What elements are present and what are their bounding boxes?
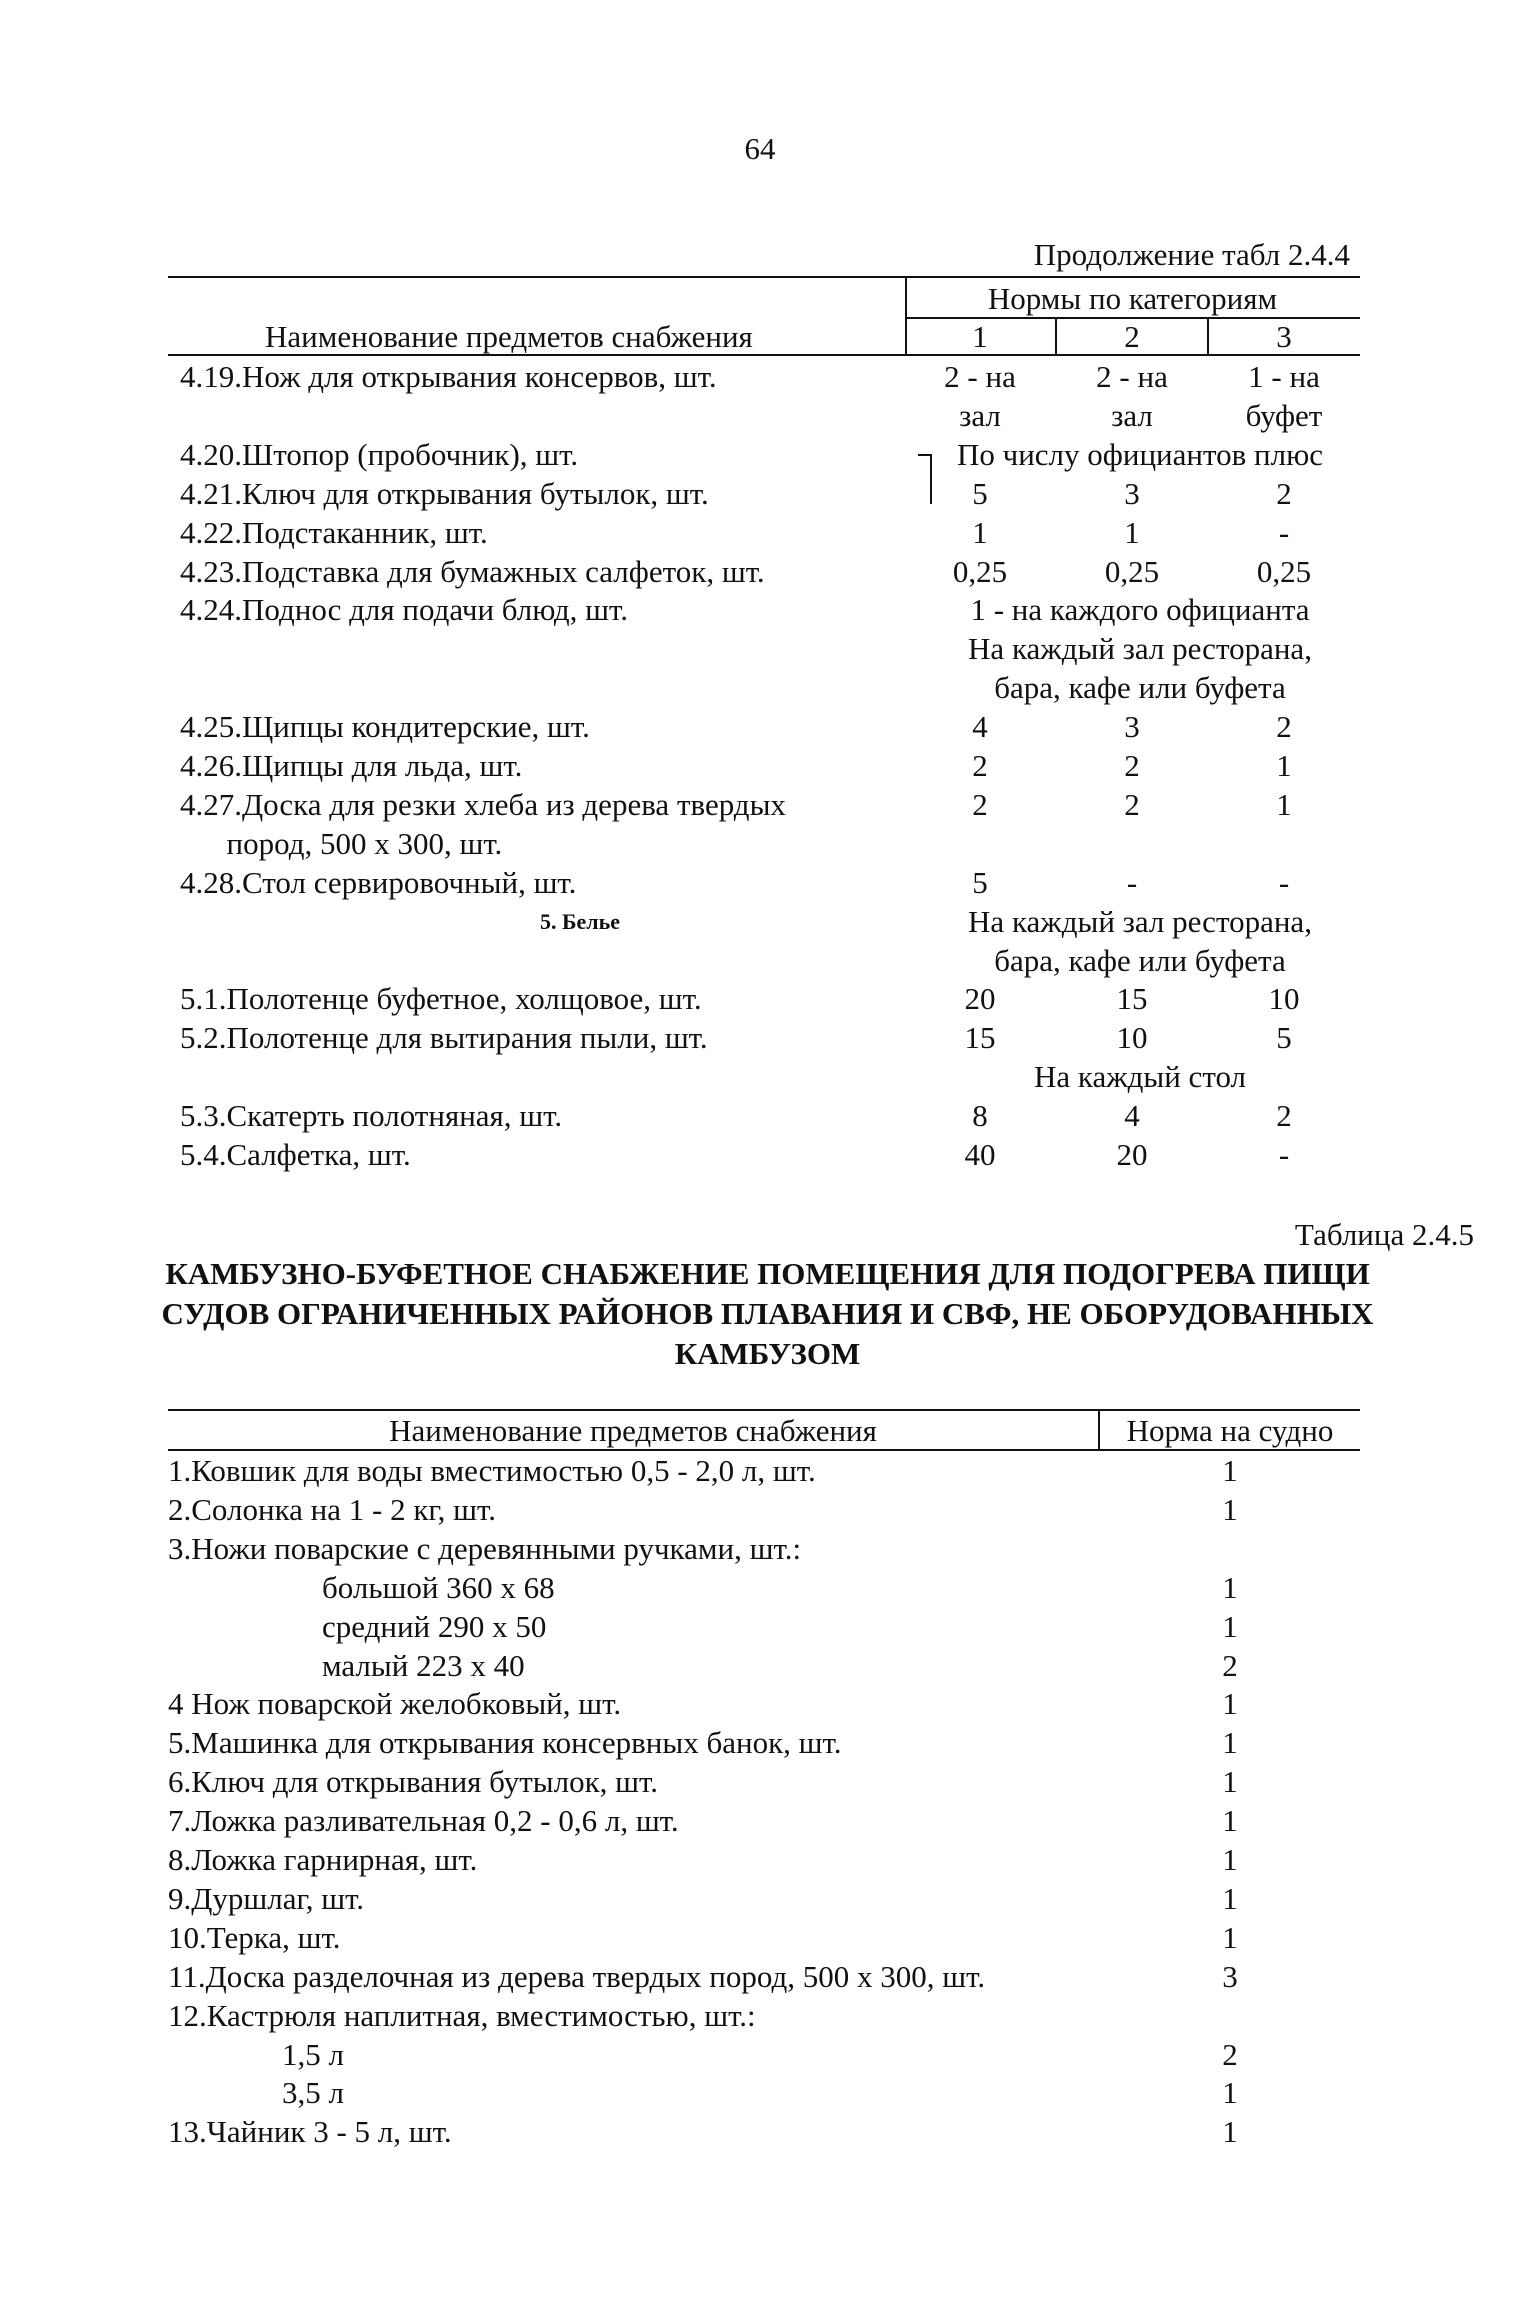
table1-cell-cat1: 5 bbox=[972, 864, 988, 900]
table2-row-label: 13.Чайник 3 - 5 л, шт. bbox=[168, 2114, 452, 2150]
table1-row-label: 4.25.Щипцы кондитерские, шт. bbox=[180, 709, 590, 745]
table1-cell-cat1: 20 bbox=[964, 981, 996, 1017]
cat-2: 2 bbox=[1124, 319, 1140, 354]
page-number: 64 bbox=[744, 131, 776, 166]
table1-cell-cat2: 3 bbox=[1124, 475, 1140, 511]
table1-cell-cat3: 5 bbox=[1276, 1020, 1292, 1056]
table1-row-label: 5.4.Салфетка, шт. bbox=[180, 1137, 411, 1172]
table1-cell-cat2: 2 bbox=[1124, 748, 1140, 783]
table1-row-label: 4.20.Штопор (пробочник), шт. bbox=[180, 436, 579, 472]
table1-cell-cat1: 2 - на bbox=[944, 359, 1016, 394]
table2-row-norm: 2 bbox=[1222, 1647, 1238, 1683]
table1-cell-cat3: 10 bbox=[1268, 981, 1300, 1017]
table1-row-label: 4.28.Стол сервировочный, шт. bbox=[180, 864, 577, 900]
table2-row-label: 1.Ковшик для воды вместимостью 0,5 - 2,0 л, шт. bbox=[168, 1453, 816, 1488]
table2-row-label: 3.Ножи поварские с деревянными ручками, шт.: bbox=[168, 1530, 802, 1566]
table1-span-note: бара, кафе или буфета bbox=[994, 942, 1286, 978]
table2-row-label: 11.Доска разделочная из дерева твердых пород, 500 х 300, шт. bbox=[168, 1958, 986, 1994]
table2-row-label: 7.Ложка разливательная 0,2 - 0,6 л, шт. bbox=[168, 1803, 679, 1839]
section-heading: 5. Белье bbox=[539, 908, 621, 934]
table1-row-label: 4.26.Щипцы для льда, шт. bbox=[180, 748, 523, 783]
table2-row-norm: 1 bbox=[1222, 1608, 1238, 1644]
table1-cell-cat2: 10 bbox=[1116, 1020, 1148, 1056]
table2-col-norm: Норма на судно bbox=[1126, 1413, 1334, 1448]
table2-row-label: 5.Машинка для открывания консервных банок, шт. bbox=[168, 1725, 842, 1761]
table1-cell-cat2: - bbox=[1126, 864, 1138, 900]
table2-row-norm: 1 bbox=[1222, 1919, 1238, 1955]
table1-cell-cat2: зал bbox=[1111, 397, 1153, 433]
table1-cell-cat2: 0,25 bbox=[1104, 553, 1160, 589]
table1-cell-cat1: 1 bbox=[972, 514, 988, 550]
table1-cell-cat3: 1 bbox=[1276, 786, 1292, 822]
table2-row-label: большой 360 х 68 bbox=[322, 1569, 555, 1605]
table1-row-label: 4.24.Поднос для подачи блюд, шт. bbox=[180, 592, 628, 628]
table2-row-norm: 1 bbox=[1222, 1453, 1238, 1488]
table1-row-label: 4.19.Нож для открывания консервов, шт. bbox=[180, 359, 717, 394]
table1-cell-cat3: - bbox=[1278, 864, 1290, 900]
table1-col-name: Наименование предметов снабжения bbox=[265, 319, 753, 354]
table2-row-norm: 1 bbox=[1222, 2114, 1238, 2150]
table1-cell-cat3: 0,25 bbox=[1256, 553, 1312, 589]
table2-row-norm: 3 bbox=[1222, 1958, 1238, 1994]
table2-row-label: 4 Нож поварской желобковый, шт. bbox=[168, 1686, 622, 1722]
table2-row-label: средний 290 х 50 bbox=[322, 1608, 547, 1644]
table2-row-label: 12.Кастрюля наплитная, вместимостью, шт.: bbox=[168, 1997, 756, 2033]
table1-cell-cat2: 2 - на bbox=[1096, 359, 1168, 394]
table2-row-label: 9.Дуршлаг, шт. bbox=[168, 1880, 365, 1916]
table1-cell-cat2: 15 bbox=[1116, 981, 1148, 1017]
table2-row-norm: 1 bbox=[1222, 2075, 1238, 2111]
table1-span-note: На каждый зал ресторана, bbox=[968, 903, 1312, 939]
table2-row-norm: 1 bbox=[1222, 1842, 1238, 1877]
table1-row-label: 4.27.Доска для резки хлеба из дерева твердых bbox=[180, 786, 786, 822]
table2-row-norm: 1 bbox=[1222, 1491, 1238, 1527]
table2-row-norm: 1 bbox=[1222, 1880, 1238, 1916]
table2-row-norm: 1 bbox=[1222, 1803, 1238, 1839]
table2-row-norm: 1 bbox=[1222, 1686, 1238, 1722]
table-continuation-label: Продолжение табл 2.4.4 bbox=[1033, 237, 1350, 272]
table2-row-label: 6.Ключ для открывания бутылок, шт. bbox=[168, 1764, 659, 1800]
table2-row-norm: 1 bbox=[1222, 1725, 1238, 1761]
table2-header-rule bbox=[168, 1449, 1360, 1451]
bracket-mark bbox=[918, 454, 932, 504]
table1-span-note: 1 - на каждого официанта bbox=[970, 592, 1310, 628]
table2-row-label: 2.Солонка на 1 - 2 кг, шт. bbox=[168, 1491, 496, 1527]
table1-row-label: 5.3.Скатерть полотняная, шт. bbox=[180, 1098, 563, 1134]
table2-row-norm: 1 bbox=[1222, 1569, 1238, 1605]
table1-header-rule bbox=[168, 354, 1360, 356]
table2-row-norm: 1 bbox=[1222, 1764, 1238, 1800]
table1-cell-cat1: 0,25 bbox=[952, 553, 1008, 589]
table1-cell-cat1: 15 bbox=[964, 1020, 996, 1056]
table2-row-label: 10.Терка, шт. bbox=[168, 1919, 341, 1955]
table1-top-rule bbox=[168, 276, 1360, 278]
table1-cell-cat3: - bbox=[1278, 1137, 1290, 1172]
table1-cell-cat1: 8 bbox=[972, 1098, 988, 1134]
table2-row-norm: 2 bbox=[1222, 2036, 1238, 2072]
table1-cell-cat3: буфет bbox=[1245, 397, 1323, 433]
table2-title-line-3: КАМБУЗОМ bbox=[674, 1336, 861, 1371]
table1-cell-cat3: 1 - на bbox=[1248, 359, 1320, 394]
table1-span-note: По числу официантов плюс bbox=[956, 436, 1323, 472]
table2-top-rule bbox=[168, 1409, 1360, 1411]
table2-row-label: малый 223 х 40 bbox=[322, 1647, 525, 1683]
table2-title-line-2: СУДОВ ОГРАНИЧЕННЫХ РАЙОНОВ ПЛАВАНИЯ И СВФ, НЕ ОБОРУДОВАННЫХ bbox=[161, 1296, 1374, 1331]
table1-cell-cat2: 4 bbox=[1124, 1098, 1140, 1134]
table1-cell-cat2: 3 bbox=[1124, 709, 1140, 745]
table1-cell-cat2: 20 bbox=[1116, 1137, 1148, 1172]
table1-row-label: 4.21.Ключ для открывания бутылок, шт. bbox=[180, 475, 709, 511]
table1-span-note: бара, кафе или буфета bbox=[994, 670, 1286, 706]
table1-cell-cat3: - bbox=[1278, 514, 1290, 550]
table1-cell-cat3: 2 bbox=[1276, 475, 1292, 511]
table1-row-label: 5.1.Полотенце буфетное, холщовое, шт. bbox=[180, 981, 702, 1017]
cat-3: 3 bbox=[1276, 319, 1292, 354]
table1-cell-cat1: 5 bbox=[972, 475, 988, 511]
table1-cell-cat1: зал bbox=[959, 397, 1001, 433]
table1-cell-cat3: 2 bbox=[1276, 1098, 1292, 1134]
norms-header: Нормы по категориям bbox=[987, 281, 1278, 316]
table1-span-note: На каждый стол bbox=[1033, 1059, 1247, 1095]
table2-row-label: 3,5 л bbox=[282, 2075, 344, 2111]
table2-number: Таблица 2.4.5 bbox=[1294, 1217, 1474, 1252]
table2-col-name: Наименование предметов снабжения bbox=[389, 1413, 877, 1448]
table2-row-label: 8.Ложка гарнирная, шт. bbox=[168, 1842, 478, 1877]
table1-cell-cat3: 2 bbox=[1276, 709, 1292, 745]
table1-cell-cat1: 40 bbox=[964, 1137, 996, 1172]
table1-cell-cat1: 2 bbox=[972, 748, 988, 783]
table1-cell-cat1: 4 bbox=[972, 709, 988, 745]
table1-row-label: 5.2.Полотенце для вытирания пыли, шт. bbox=[180, 1020, 708, 1056]
table1-cell-cat2: 2 bbox=[1124, 786, 1140, 822]
table2-title-line-1: КАМБУЗНО-БУФЕТНОЕ СНАБЖЕНИЕ ПОМЕЩЕНИЯ ДЛЯ ПОДОГРЕВА ПИЩИ bbox=[165, 1256, 1370, 1291]
table1-cell-cat2: 1 bbox=[1124, 514, 1140, 550]
table2-row-label: 1,5 л bbox=[282, 2036, 344, 2072]
table1-row-label: пород, 500 х 300, шт. bbox=[180, 825, 503, 861]
table1-cell-cat3: 1 bbox=[1276, 748, 1292, 783]
table1-row-label: 4.23.Подставка для бумажных салфеток, шт. bbox=[180, 553, 765, 589]
table1-cell-cat1: 2 bbox=[972, 786, 988, 822]
table1-row-label: 4.22.Подстаканник, шт. bbox=[180, 514, 488, 550]
table1-span-note: На каждый зал ресторана, bbox=[968, 631, 1312, 667]
cat-1: 1 bbox=[972, 319, 988, 354]
